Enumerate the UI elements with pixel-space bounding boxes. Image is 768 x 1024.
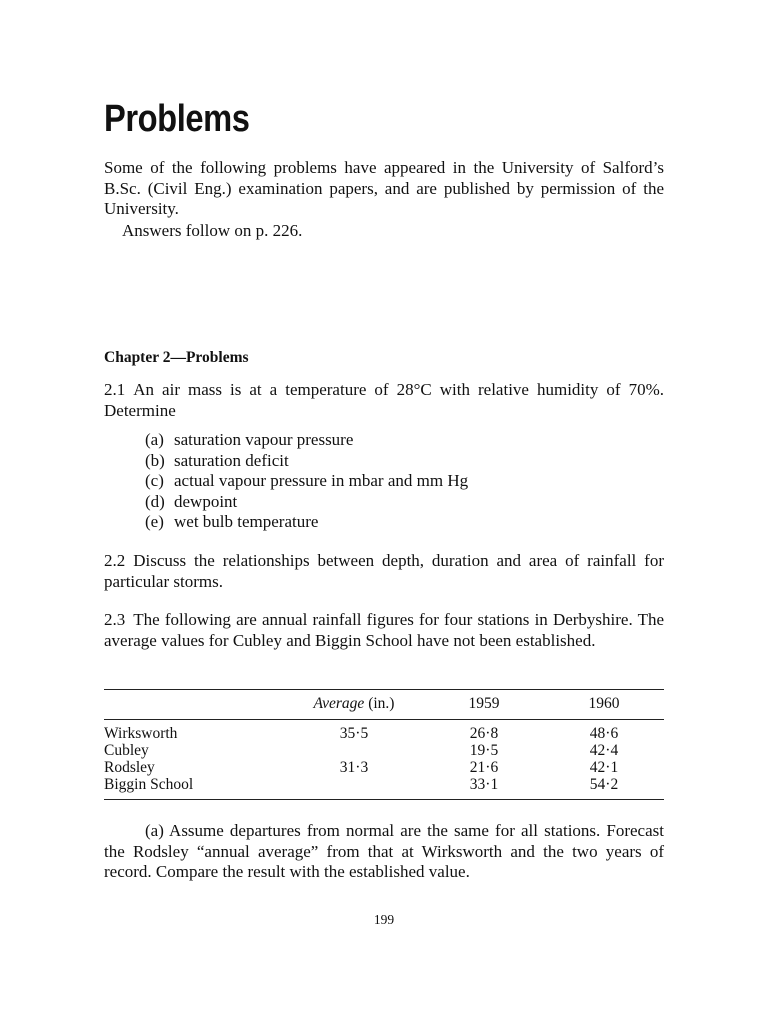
cell-station: Rodsley	[104, 759, 155, 776]
header-average	[284, 690, 424, 720]
part-text: dewpoint	[174, 491, 238, 511]
rainfall-table	[104, 689, 664, 800]
table-row	[104, 720, 664, 743]
problem-number: 2.2	[104, 551, 126, 570]
cell-station: Biggin School	[104, 776, 194, 793]
cell-station: Cubley	[104, 742, 149, 759]
table-row	[104, 742, 664, 759]
problem-2-1-parts	[145, 430, 468, 533]
table-row	[104, 759, 664, 776]
table-row	[104, 776, 664, 800]
part-label: (b)	[145, 450, 165, 470]
part-item	[145, 512, 468, 533]
problem-2-1	[104, 380, 664, 421]
problem-number: 2.3	[104, 610, 126, 629]
cell-1959: 19·5	[469, 742, 499, 759]
problem-text: An air mass is at a temperature of 28°C with relative humidity of 70%. Determine	[104, 380, 664, 420]
part-item	[145, 430, 468, 451]
part-text: saturation vapour pressure	[174, 430, 354, 449]
page-number: 199	[373, 912, 395, 927]
subquestion-a: (a) Assume departures from normal are the same for all stations. Forecast the Rodsley “annual average” from that at Wirksworth and the two years of record. Compare the result with the established value.	[104, 821, 664, 881]
cell-1960: 48·6	[589, 725, 619, 742]
page-title: Problems	[104, 98, 250, 140]
chapter-heading: Chapter 2—Problems	[104, 349, 249, 366]
problem-text: The following are annual rainfall figures for four stations in Derbyshire. The average values for Cubley and Biggin School have not been established.	[104, 610, 664, 650]
cell-average	[284, 742, 424, 759]
part-text: actual vapour pressure in mbar and mm Hg	[174, 471, 469, 490]
problem-text: Discuss the relationships between depth, duration and area of rainfall for particular storms.	[104, 551, 664, 591]
problem-number: 2.1	[104, 380, 126, 399]
table-header-row	[104, 690, 664, 720]
cell-1959: 26·8	[469, 725, 499, 742]
header-1960: 1960	[544, 690, 664, 720]
header-1959: 1959	[424, 690, 544, 720]
answers-note: Answers follow on p. 226.	[122, 221, 303, 240]
intro-paragraph: Some of the following problems have appeared in the University of Salford’s B.Sc. (Civil Eng.) examination papers, and are published by permission of the University.	[104, 158, 664, 218]
cell-average: 35·5	[339, 725, 369, 742]
problem-2-2	[104, 551, 664, 592]
part-label: (e)	[145, 512, 164, 531]
cell-1959: 21·6	[469, 759, 499, 776]
part-text: wet bulb temperature	[174, 512, 319, 531]
cell-1960: 42·4	[589, 742, 619, 759]
header-average-unit: (in.)	[364, 695, 395, 712]
header-average-label: Average	[313, 695, 365, 712]
part-item	[145, 471, 468, 492]
part-label: (a)	[145, 430, 164, 449]
cell-1959: 33·1	[469, 776, 499, 793]
part-item	[145, 451, 468, 472]
problem-2-3	[104, 610, 664, 651]
part-label: (c)	[145, 471, 164, 490]
cell-1960: 42·1	[589, 759, 619, 776]
part-item	[145, 492, 468, 513]
header-station	[104, 690, 284, 720]
cell-station: Wirksworth	[104, 725, 178, 742]
cell-1960: 54·2	[589, 776, 619, 793]
part-label: (d)	[145, 491, 165, 511]
cell-average: 31·3	[339, 759, 369, 776]
part-text: saturation deficit	[174, 450, 289, 470]
cell-average	[284, 776, 424, 800]
